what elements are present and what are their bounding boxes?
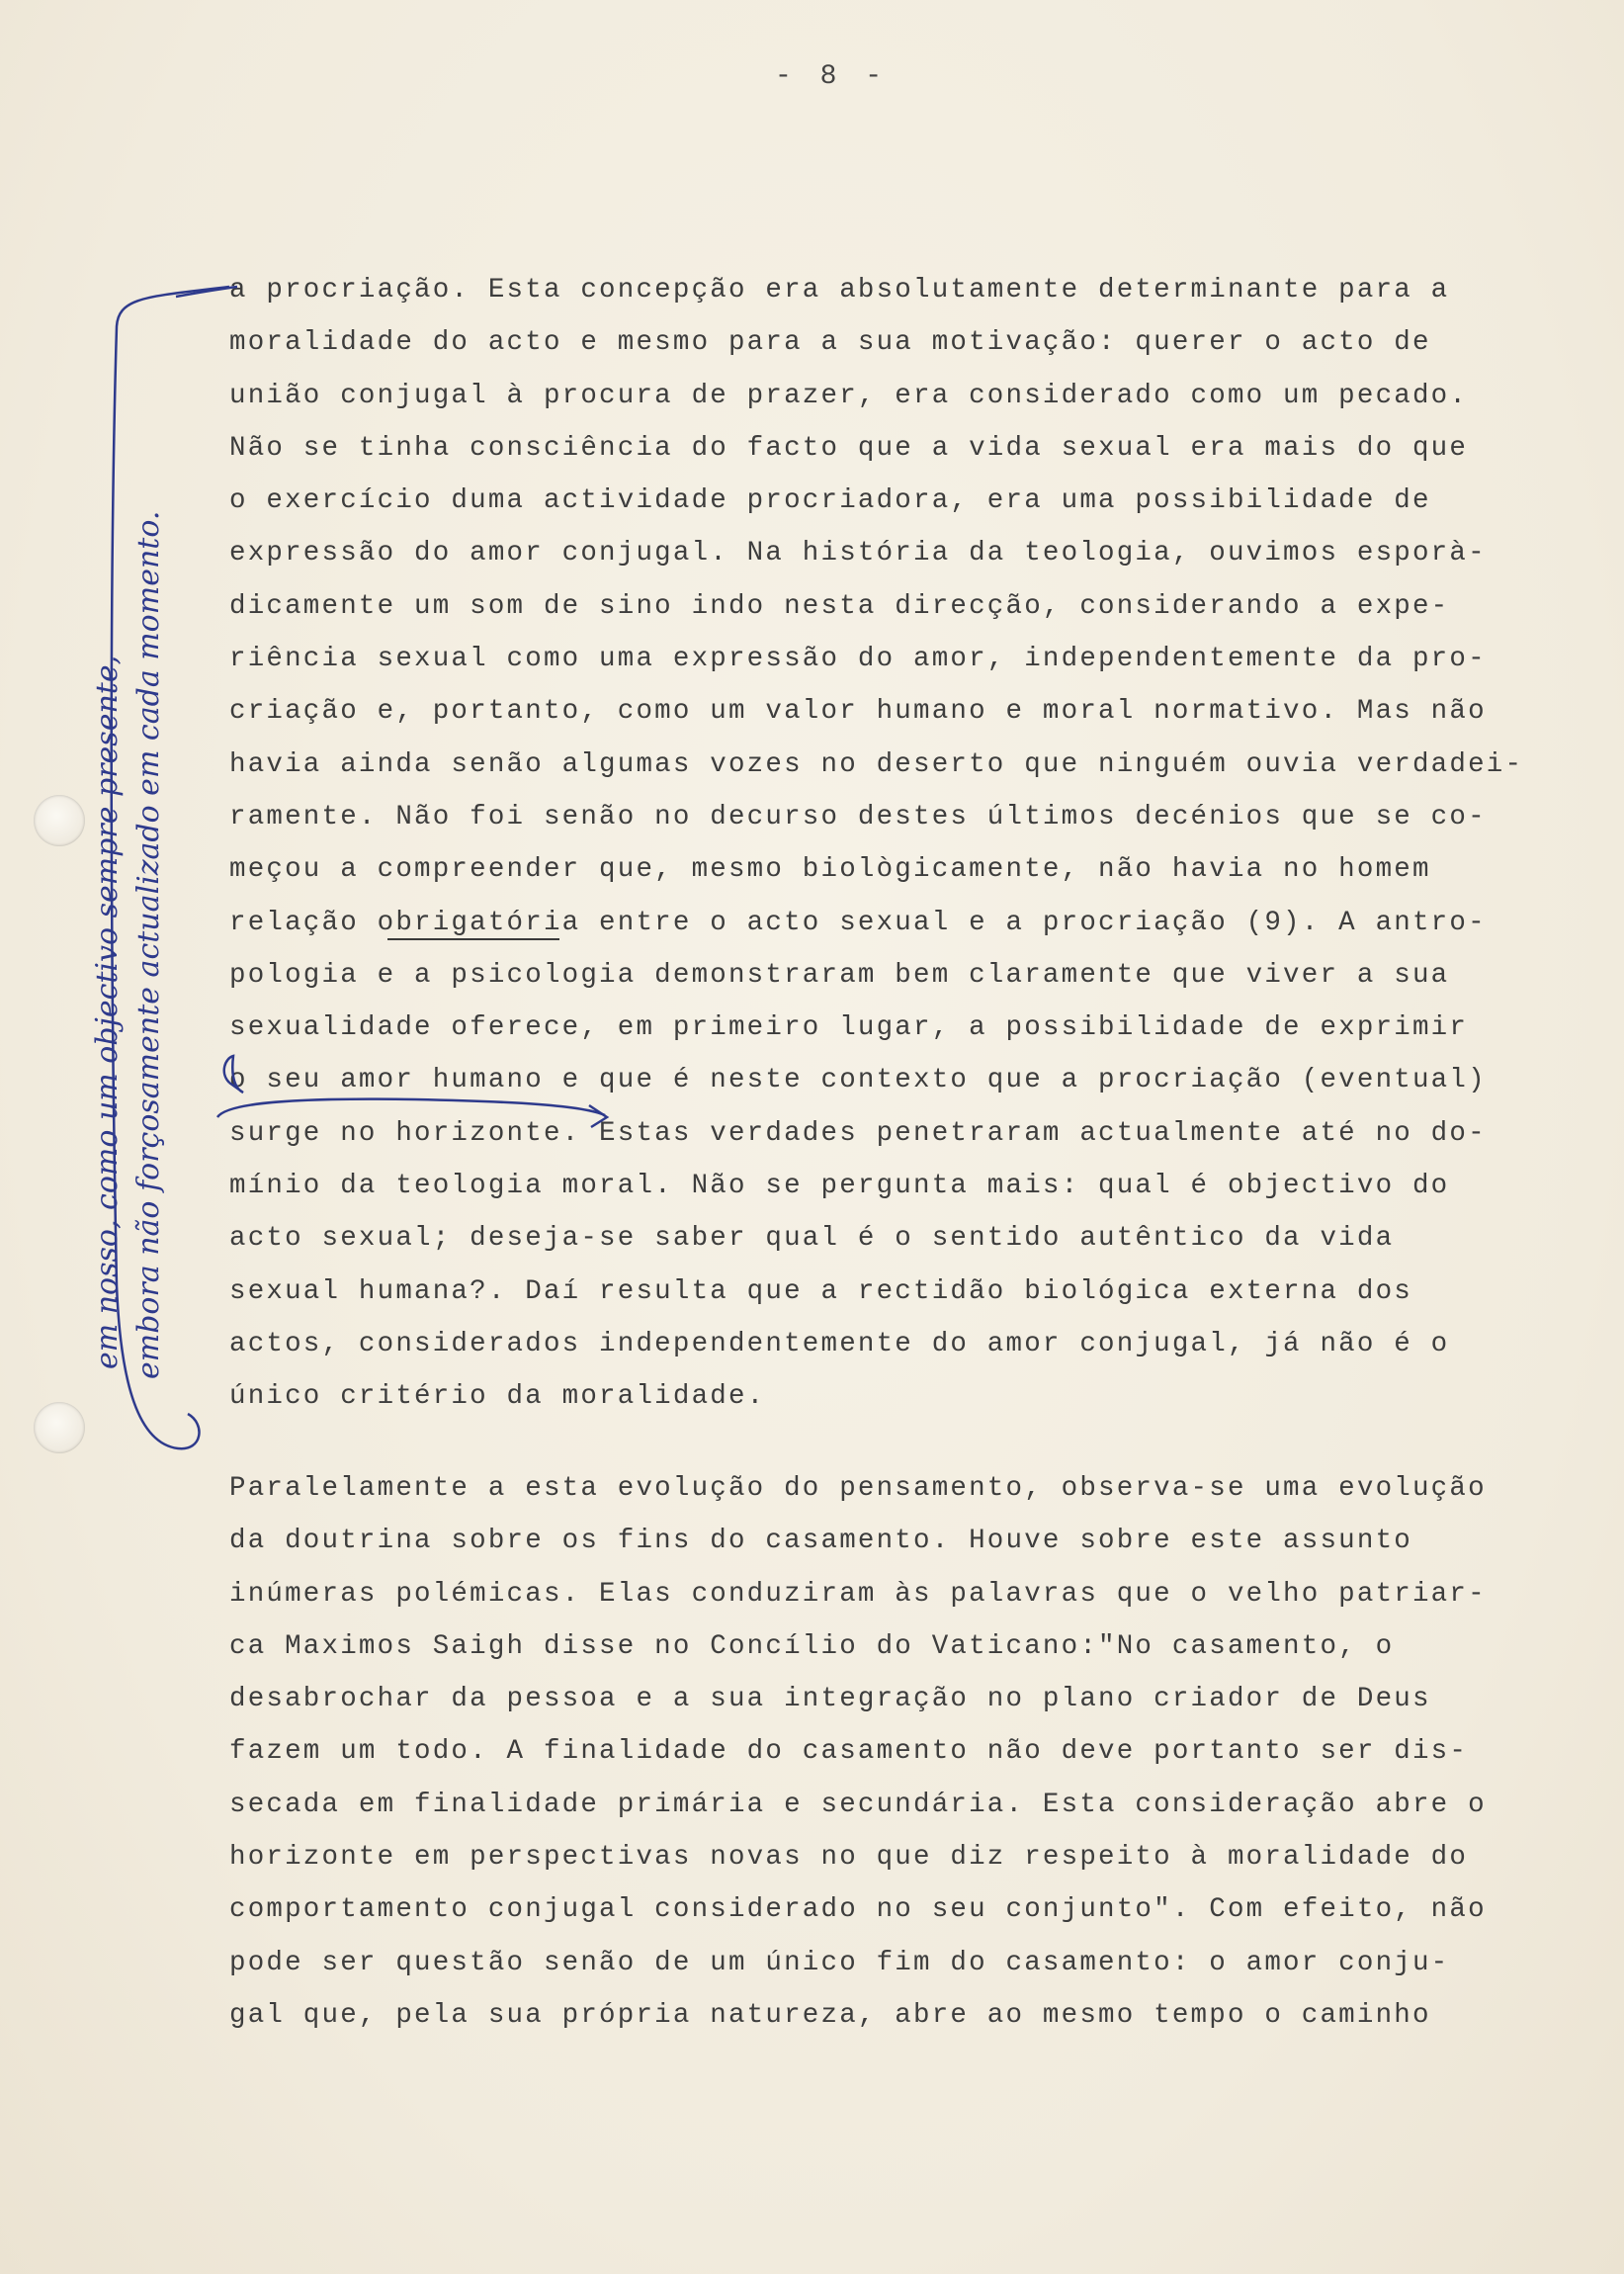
- text-line: horizonte em perspectivas novas no que diz respeito à moralidade do: [229, 1842, 1469, 1874]
- text-line: Não se tinha consciência do facto que a vida sexual era mais do que: [229, 432, 1469, 464]
- insertion-arrow-icon: [589, 1105, 607, 1127]
- text-line: secada em finalidade primária e secundária. Esta consideração abre o: [229, 1789, 1487, 1820]
- text-line: surge no horizonte. Estas verdades penetraram actualmente até no do-: [229, 1117, 1487, 1149]
- text-line: moralidade do acto e mesmo para a sua motivação: querer o acto de: [229, 327, 1431, 359]
- text-line: ca Maximos Saigh disse no Concílio do Vaticano:"No casamento, o: [229, 1630, 1395, 1662]
- text-line: único critério da moralidade.: [229, 1381, 766, 1413]
- text-line: acto sexual; deseja-se saber qual é o sentido autêntico da vida: [229, 1223, 1395, 1255]
- text-line: expressão do amor conjugal. Na história da teologia, ouvimos esporà-: [229, 538, 1487, 569]
- margin-bracket: [112, 287, 229, 1448]
- text-line: da doutrina sobre os fins do casamento. Houve sobre este assunto: [229, 1526, 1412, 1557]
- text-line: relação obrigatória entre o acto sexual e a procriação (9). A antro-: [229, 907, 1487, 938]
- margin-note-line: em nosso, como um objectivo sempre presente,: [90, 655, 125, 1369]
- text-line: Paralelamente a esta evolução do pensamento, observa-se uma evolução: [229, 1473, 1487, 1504]
- text-line: criação e, portanto, como um valor humano e moral normativo. Mas não: [229, 696, 1487, 728]
- text-line: o exercício duma actividade procriadora, era uma possibilidade de: [229, 485, 1431, 517]
- text-line: riência sexual como uma expressão do amor, independentemente da pro-: [229, 644, 1487, 675]
- text-line: união conjugal à procura de prazer, era considerado como um pecado.: [229, 380, 1469, 411]
- text-line: o seu amor humano e que é neste contexto que a procriação (eventual): [229, 1065, 1487, 1096]
- text-line: a procriação. Esta concepção era absolutamente determinante para a: [229, 275, 1450, 306]
- text-line: sexual humana?. Daí resulta que a rectidão biológica externa dos: [229, 1275, 1412, 1307]
- text-line: desabrochar da pessoa e a sua integração no plano criador de Deus: [229, 1684, 1431, 1715]
- text-line: havia ainda senão algumas vozes no deserto que ninguém ouvia verdadei-: [229, 748, 1524, 780]
- text-line: dicamente um som de sino indo nesta direcção, considerando a expe-: [229, 590, 1450, 622]
- text-line: inúmeras polémicas. Elas conduziram às palavras que o velho patriar-: [229, 1578, 1487, 1610]
- text-line: meçou a compreender que, mesmo biològicamente, não havia no homem: [229, 854, 1431, 886]
- insertion-line: [217, 1056, 605, 1117]
- text-line: ramente. Não foi senão no decurso destes últimos decénios que se co-: [229, 801, 1487, 832]
- text-line: mínio da teologia moral. Não se pergunta mais: qual é objectivo do: [229, 1171, 1450, 1202]
- text-line: fazem um todo. A finalidade do casamento não deve portanto ser dis-: [229, 1736, 1469, 1768]
- margin-note-line: embora não forçosamente actualizado em cada momento.: [131, 510, 166, 1379]
- text-line: actos, considerados independentemente do amor conjugal, já não é o: [229, 1328, 1450, 1359]
- text-line: pode ser questão senão de um único fim do casamento: o amor conju-: [229, 1947, 1450, 1978]
- text-line: comportamento conjugal considerado no seu conjunto". Com efeito, não: [229, 1894, 1487, 1926]
- text-line: sexualidade oferece, em primeiro lugar, a possibilidade de exprimir: [229, 1012, 1469, 1044]
- text-line: gal que, pela sua própria natureza, abre ao mesmo tempo o caminho: [229, 1999, 1431, 2031]
- text-line: pologia e a psicologia demonstraram bem claramente que viver a sua: [229, 959, 1450, 991]
- page-number: - 8 -: [775, 61, 889, 92]
